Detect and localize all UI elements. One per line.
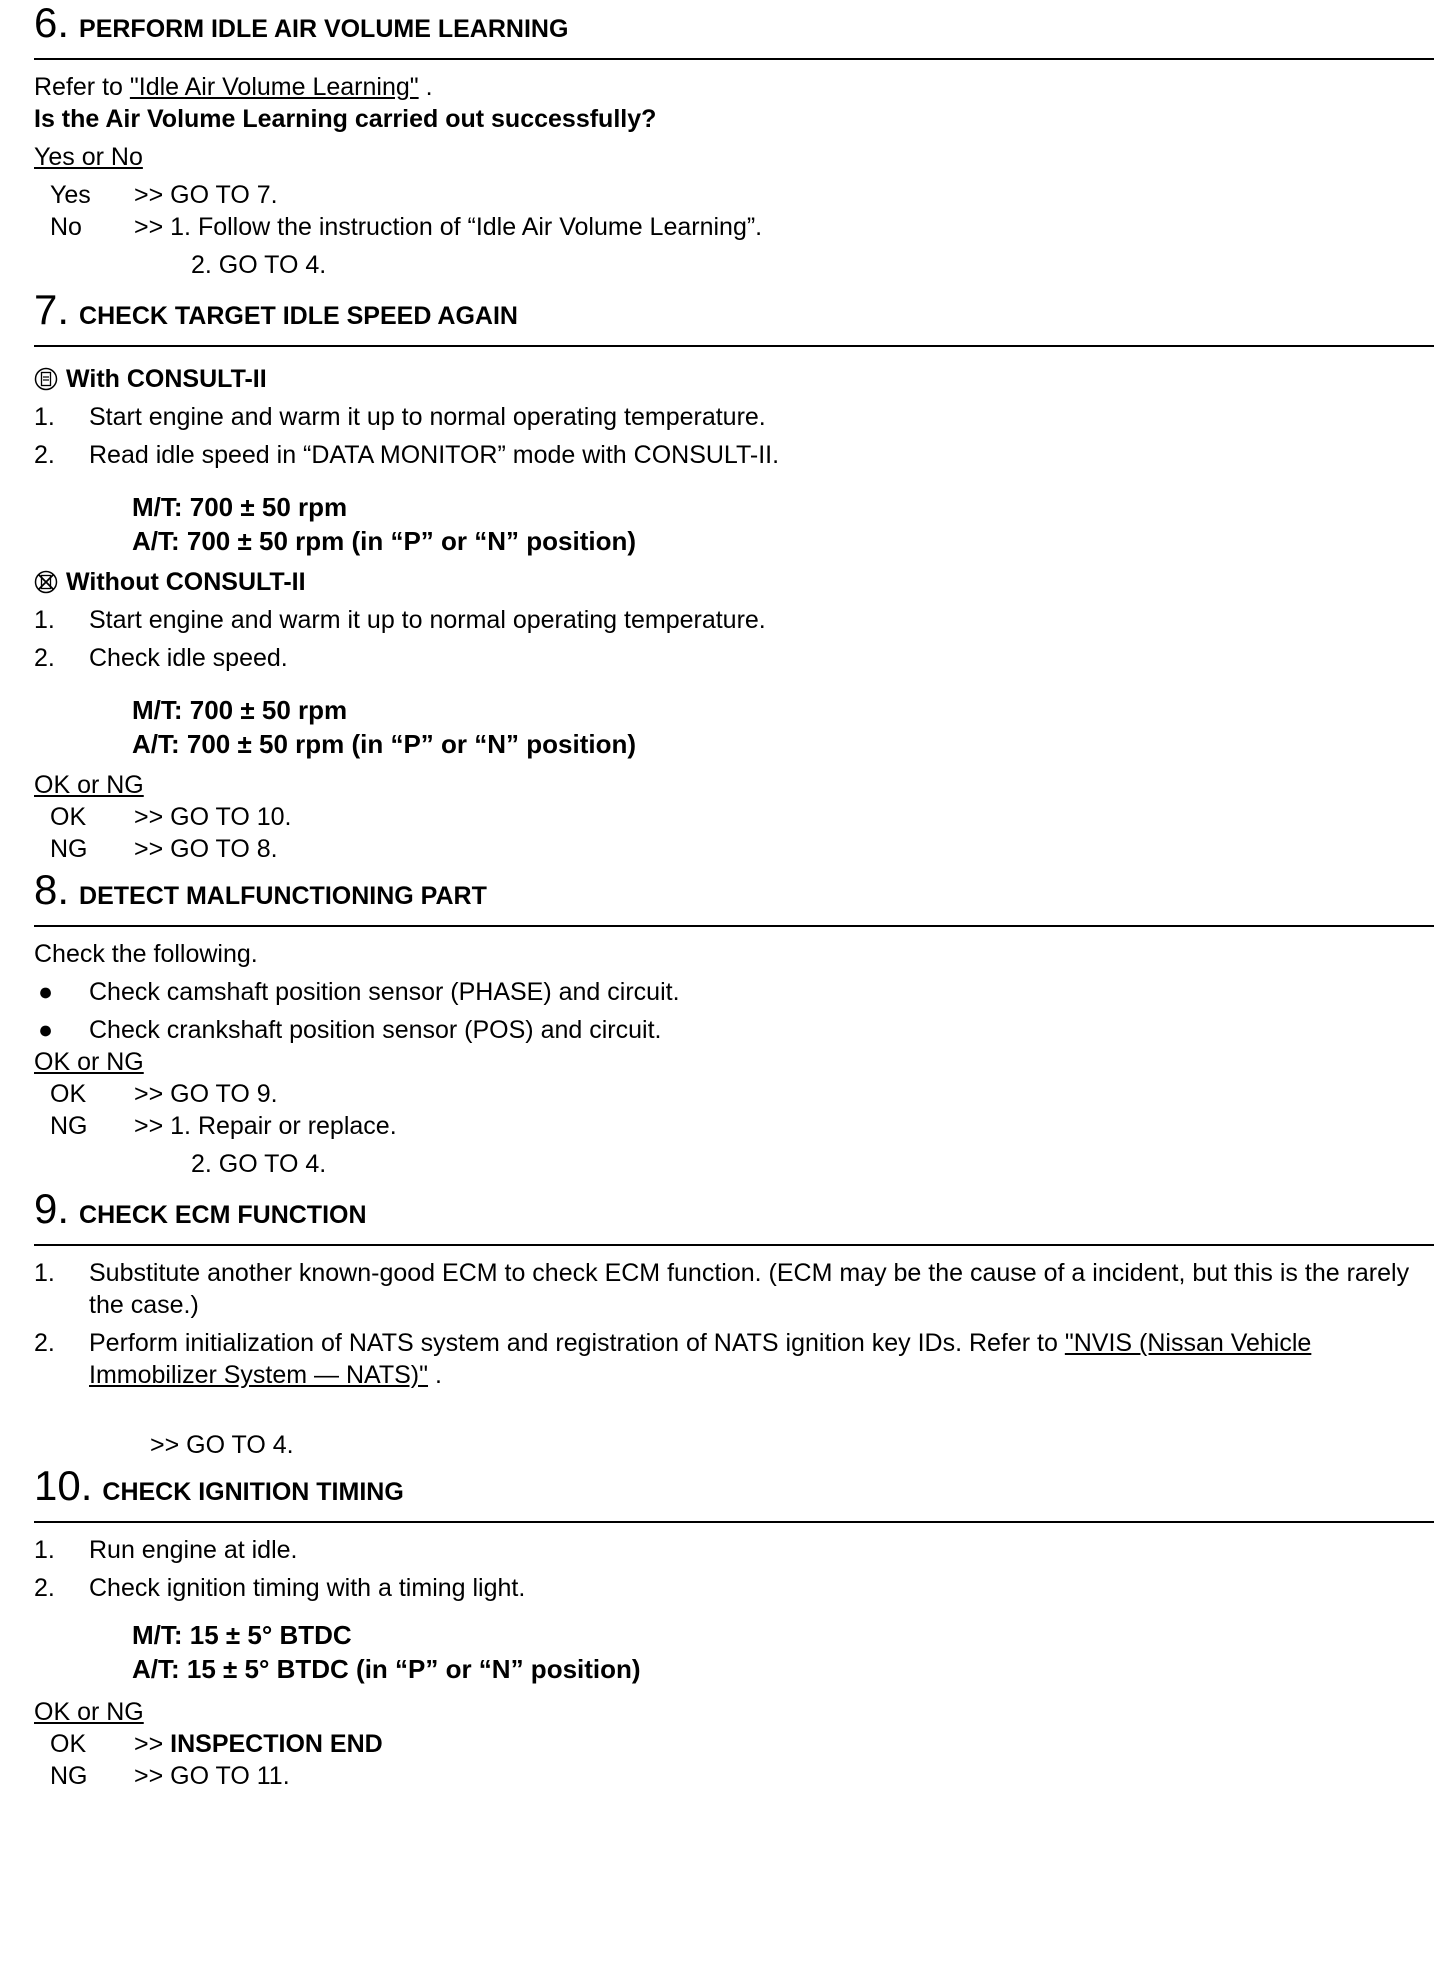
choice-label: OK or NG [34, 1048, 144, 1076]
step-number: 10. [34, 1462, 93, 1509]
step-8-header [34, 866, 1434, 927]
spec-mt: M/T: 700 ± 50 rpm [132, 695, 348, 725]
item-number: 1. [34, 403, 55, 431]
item-number: 2. [34, 441, 55, 469]
intro-text: Check the following. [34, 940, 258, 968]
item-suffix: . [428, 1361, 442, 1389]
bullet-text: Check camshaft position sensor (PHASE) and circuit. [89, 978, 680, 1006]
result-value: >> GO TO 8. [134, 835, 278, 863]
step-9-header [34, 1185, 1434, 1246]
result-ng [34, 1110, 1434, 1142]
numbered-item [34, 401, 1434, 433]
refer-suffix: . [418, 73, 433, 101]
result-key: OK [50, 803, 87, 831]
step-7-header [34, 286, 1434, 347]
step-number: 7. [34, 286, 70, 333]
consult-icon [34, 367, 58, 391]
idle-air-volume-learning-link[interactable]: "Idle Air Volume Learning" [129, 73, 419, 101]
refer-prefix: Refer to [34, 73, 130, 101]
step-8 [34, 866, 1434, 1180]
with-consult-heading [34, 363, 1434, 395]
bullet-glyph: ● [38, 1016, 54, 1044]
result-key: OK [50, 1080, 87, 1108]
bullet-item [34, 1014, 1434, 1046]
bullet-text: Check crankshaft position sensor (POS) and circuit. [89, 1016, 662, 1044]
result-key: NG [50, 1112, 88, 1140]
numbered-item [34, 1534, 1434, 1566]
step-10 [34, 1462, 1434, 1792]
result-key: Yes [50, 181, 91, 209]
bullet-item [34, 976, 1434, 1008]
item-text: Check ignition timing with a timing light. [89, 1574, 526, 1602]
step-number: 6. [34, 0, 70, 46]
result-value: >> GO TO 9. [134, 1080, 278, 1108]
result-value: >> 1. Follow the instruction of “Idle Air Volume Learning”. [134, 213, 763, 241]
item-number: 1. [34, 606, 55, 634]
result-key: OK [50, 1730, 87, 1758]
result-no [34, 211, 1434, 243]
step-title: DETECT MALFUNCTIONING PART [79, 882, 487, 910]
item-text: Run engine at idle. [89, 1536, 298, 1564]
item-text: Start engine and warm it up to normal operating temperature. [89, 606, 766, 634]
result-ng [34, 1760, 1434, 1792]
result-sub-item: 2. GO TO 4. [191, 1150, 327, 1178]
step-title: CHECK ECM FUNCTION [79, 1201, 367, 1229]
step-title: CHECK TARGET IDLE SPEED AGAIN [79, 302, 518, 330]
step-6-header [34, 0, 1434, 60]
item-text: Start engine and warm it up to normal operating temperature. [89, 403, 766, 431]
step-6 [34, 0, 1434, 281]
step-number: 8. [34, 866, 70, 913]
step-10-header [34, 1462, 1434, 1523]
item-number: 1. [34, 1259, 55, 1287]
result-yes [34, 179, 1434, 211]
go-to-text: >> GO TO 4. [150, 1431, 294, 1459]
numbered-item [34, 439, 1434, 471]
result-prefix: >> [134, 1730, 171, 1758]
numbered-item [34, 642, 1434, 674]
result-value: >> GO TO 7. [134, 181, 278, 209]
result-value: >> GO TO 10. [134, 803, 292, 831]
numbered-item [34, 1327, 1434, 1391]
question: Is the Air Volume Learning carried out successfully? [34, 105, 657, 133]
step-9 [34, 1185, 1434, 1461]
spec-mt: M/T: 15 ± 5° BTDC [132, 1620, 352, 1650]
result-key: NG [50, 835, 88, 863]
result-ok [34, 801, 1434, 833]
result-ok [34, 1078, 1434, 1110]
nvis-nats-link[interactable]: "NVIS (Nissan Vehicle Immobilizer System — NATS)" [89, 1329, 1312, 1389]
item-text: Read idle speed in “DATA MONITOR” mode with CONSULT-II. [89, 441, 780, 469]
spec-at: A/T: 700 ± 50 rpm (in “P” or “N” position) [132, 526, 636, 556]
inspection-end: INSPECTION END [170, 1730, 383, 1758]
bullet-glyph: ● [38, 978, 54, 1006]
choice-label: OK or NG [34, 771, 144, 799]
item-prefix: Perform initialization of NATS system and registration of NATS ignition key IDs. Refer to [89, 1329, 1065, 1357]
refer-line [34, 71, 1434, 103]
item-number: 1. [34, 1536, 55, 1564]
item-number: 2. [34, 1329, 55, 1357]
item-number: 2. [34, 1574, 55, 1602]
result-key: No [50, 213, 82, 241]
numbered-item [34, 1572, 1434, 1604]
result-value: >> GO TO 11. [134, 1762, 290, 1790]
item-number: 2. [34, 644, 55, 672]
result-value: >> 1. Repair or replace. [134, 1112, 397, 1140]
document-page [34, 0, 1434, 1792]
spec-at: A/T: 15 ± 5° BTDC (in “P” or “N” position) [132, 1654, 641, 1684]
numbered-item [34, 604, 1434, 636]
step-title: PERFORM IDLE AIR VOLUME LEARNING [79, 15, 569, 43]
spec-mt: M/T: 700 ± 50 rpm [132, 492, 348, 522]
without-consult-heading [34, 566, 1434, 598]
with-consult-label: With CONSULT-II [66, 365, 267, 393]
result-ok [34, 1728, 1434, 1760]
without-consult-label: Without CONSULT-II [66, 568, 306, 596]
choice-label: Yes or No [34, 143, 143, 171]
result-value [134, 1728, 1434, 1760]
result-key: NG [50, 1762, 88, 1790]
item-text: Check idle speed. [89, 644, 288, 672]
item-text: Substitute another known-good ECM to check ECM function. (ECM may be the cause of a incident, but this is the rarely the case.) [89, 1259, 1410, 1319]
choice-label: OK or NG [34, 1698, 144, 1726]
numbered-item [34, 1257, 1434, 1321]
no-consult-icon [34, 570, 58, 594]
result-ng [34, 833, 1434, 865]
item-text [89, 1327, 1434, 1391]
step-number: 9. [34, 1185, 70, 1232]
step-title: CHECK IGNITION TIMING [102, 1478, 404, 1506]
result-sub-item: 2. GO TO 4. [191, 251, 327, 279]
step-7 [34, 286, 1434, 865]
spec-at: A/T: 700 ± 50 rpm (in “P” or “N” position) [132, 729, 636, 759]
